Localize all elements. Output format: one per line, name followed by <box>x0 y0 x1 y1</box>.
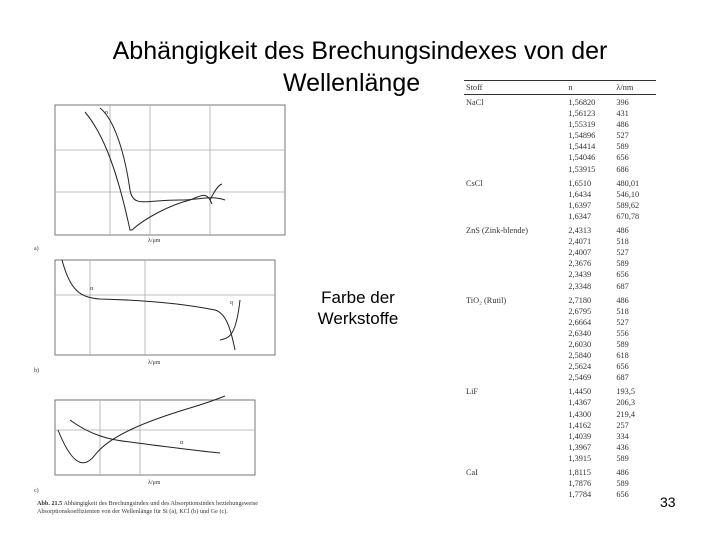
material-cell: TiO₂ (Rutil) <box>466 295 507 305</box>
table-row <box>464 153 656 164</box>
material-cell <box>464 259 566 270</box>
wavelength-cell: 556 <box>616 328 629 338</box>
material-cell <box>464 142 566 153</box>
table-row <box>464 340 656 351</box>
page-number: 33 <box>660 494 676 510</box>
panel-c-plot <box>55 396 255 475</box>
wavelength-cell: 206,3 <box>616 398 636 408</box>
wavelength-cell: 589 <box>616 259 629 269</box>
slide-title-line1: Abhängigkeit des Brechungsindexes von der <box>112 37 608 65</box>
n-cell: 2,4313 <box>568 226 592 236</box>
material-cell <box>464 282 566 293</box>
material-cell: LiF <box>466 387 478 397</box>
wavelength-cell: 687 <box>616 281 629 291</box>
material-cell: CsCl <box>466 178 483 188</box>
plots-svg <box>30 100 312 528</box>
n-cell: 2,3439 <box>568 270 592 280</box>
n-cell: 1,6510 <box>568 178 592 188</box>
table-row <box>464 479 656 490</box>
table-row <box>464 190 656 201</box>
wavelength-cell: 480,01 <box>616 178 640 188</box>
table-row <box>464 384 656 398</box>
wavelength-cell: 656 <box>616 270 629 280</box>
n-cell: 1,6434 <box>568 189 592 199</box>
wavelength-cell: 589 <box>616 453 629 463</box>
table-row <box>464 490 656 501</box>
caption-text: Abhängigkeit des Brechungsindex und des Absorptionsindex beziehungsweise Absorptionskoeffizienten von der Wellenlänge für Si (a), KCl (b) und Ge (c). <box>37 500 259 515</box>
material-cell <box>464 432 566 443</box>
wavelength-cell: 518 <box>616 306 629 316</box>
header-lambda: λ/nm <box>614 81 656 95</box>
material-cell <box>464 351 566 362</box>
n-cell: 2,5469 <box>568 373 592 383</box>
material-cell <box>464 398 566 409</box>
material-cell <box>464 421 566 432</box>
n-cell: 1,4367 <box>568 398 592 408</box>
material-cell <box>464 479 566 490</box>
n-cell: 2,4071 <box>568 237 592 247</box>
wavelength-cell: 589 <box>616 479 629 489</box>
table-row <box>464 176 656 190</box>
figure-caption <box>37 500 309 515</box>
panel-b-curve-label-alpha: α <box>90 286 94 292</box>
material-cell <box>464 212 566 223</box>
table-row <box>464 120 656 131</box>
table-row <box>464 248 656 259</box>
refractive-index-table-panel <box>460 80 660 532</box>
wavelength-cell: 486 <box>616 468 629 477</box>
n-cell: 1,4300 <box>568 409 592 419</box>
n-cell: 1,55319 <box>568 120 596 130</box>
n-cell: 1,56820 <box>568 98 596 107</box>
table-header-row <box>464 81 656 95</box>
table-row <box>464 201 656 212</box>
wavelength-cell: 656 <box>616 362 629 372</box>
wavelength-cell: 431 <box>616 109 629 119</box>
panel-a-x-label: λ/μm <box>148 238 161 244</box>
table-row <box>464 421 656 432</box>
n-cell: 2,6664 <box>568 317 592 327</box>
n-cell: 2,5624 <box>568 362 592 372</box>
n-cell: 1,53915 <box>568 164 596 174</box>
n-cell: 1,8115 <box>568 468 591 477</box>
material-cell <box>464 201 566 212</box>
n-cell: 1,6397 <box>568 200 592 210</box>
n-cell: 2,3348 <box>568 281 592 291</box>
wavelength-cell: 396 <box>616 98 629 107</box>
material-cell <box>464 373 566 384</box>
material-cell <box>464 454 566 465</box>
material-cell: ZnS (Zink-blende) <box>466 226 528 236</box>
table-row <box>464 465 656 479</box>
table-row <box>464 318 656 329</box>
material-cell <box>464 410 566 421</box>
material-cell <box>464 248 566 259</box>
table-row <box>464 109 656 120</box>
wavelength-cell: 334 <box>616 431 629 441</box>
refractive-index-table <box>464 80 656 501</box>
material-cell <box>464 307 566 318</box>
table-row <box>464 270 656 281</box>
material-cell <box>464 153 566 164</box>
panel-c-curve-label-alpha: α <box>180 440 184 446</box>
n-cell: 2,7180 <box>568 295 592 305</box>
panel-label-c: c) <box>34 488 39 494</box>
n-cell: 1,6347 <box>568 211 592 221</box>
wavelength-cell: 546,10 <box>616 189 640 199</box>
table-body <box>464 95 656 502</box>
panel-a-curve-label-n: n <box>105 110 108 116</box>
table-row <box>464 212 656 223</box>
material-cell: NaCl <box>466 98 484 107</box>
n-cell: 2,3676 <box>568 259 592 269</box>
wavelength-cell: 656 <box>616 153 629 163</box>
wavelength-cell: 527 <box>616 248 629 258</box>
wavelength-cell: 486 <box>616 295 629 305</box>
material-cell <box>464 329 566 340</box>
wavelength-cell: 687 <box>616 373 629 383</box>
n-cell: 1,3967 <box>568 442 592 452</box>
material-cell <box>464 318 566 329</box>
table-row <box>464 432 656 443</box>
material-cell <box>464 109 566 120</box>
table-row <box>464 373 656 384</box>
wavelength-cell: 589 <box>616 339 629 349</box>
material-cell <box>464 131 566 142</box>
n-cell: 1,7876 <box>568 479 592 489</box>
n-cell: 1,54046 <box>568 153 596 163</box>
n-cell: 2,6030 <box>568 339 592 349</box>
wavelength-cell: 686 <box>616 164 629 174</box>
overlay-text-line2: Werkstoffe <box>317 309 399 328</box>
n-cell: 1,4450 <box>568 387 592 397</box>
table-row <box>464 95 656 110</box>
wavelength-cell: 193,5 <box>616 387 636 397</box>
panel-b-plot <box>55 260 275 355</box>
table-row <box>464 259 656 270</box>
wavelength-cell: 618 <box>616 351 629 361</box>
material-cell: CaI <box>466 468 478 477</box>
n-cell: 1,3915 <box>568 453 592 463</box>
panel-a-plot <box>55 105 285 235</box>
material-cell <box>464 190 566 201</box>
material-cell <box>464 490 566 501</box>
wavelength-cell: 589,62 <box>616 200 640 210</box>
caption-title: Abb. 21.5 <box>37 500 63 507</box>
panel-b-x-label: λ/μm <box>148 360 161 366</box>
wavelength-cell: 219,4 <box>616 409 636 419</box>
panel-label-a: a) <box>34 246 39 252</box>
overlay-text-line1: Farbe der <box>321 288 395 307</box>
panel-c-x-label: λ/μm <box>148 480 161 486</box>
table-row <box>464 165 656 176</box>
table-row <box>464 443 656 454</box>
n-cell: 1,7784 <box>568 490 592 500</box>
panel-label-b: b) <box>34 368 39 374</box>
wavelength-cell: 589 <box>616 142 629 152</box>
wavelength-cell: 486 <box>616 226 629 236</box>
wavelength-cell: 436 <box>616 442 629 452</box>
wavelength-cell: 670,78 <box>616 211 640 221</box>
n-cell: 1,56123 <box>568 109 596 119</box>
material-cell <box>464 443 566 454</box>
wavelength-cell: 257 <box>616 420 629 430</box>
table-row <box>464 131 656 142</box>
material-cell <box>464 165 566 176</box>
overlay-text <box>308 287 408 329</box>
table-row <box>464 410 656 421</box>
n-cell: 2,5840 <box>568 351 592 361</box>
panel-b-curve-label-q: q <box>230 300 233 306</box>
material-cell <box>464 362 566 373</box>
wavelength-cell: 486 <box>616 120 629 130</box>
material-cell <box>464 237 566 248</box>
n-cell: 2,4007 <box>568 248 592 258</box>
wavelength-cell: 656 <box>616 490 629 500</box>
wavelength-cell: 527 <box>616 317 629 327</box>
table-row <box>464 293 656 307</box>
table-row <box>464 351 656 362</box>
refraction-plots-figure <box>30 100 312 528</box>
table-row <box>464 398 656 409</box>
material-cell <box>464 120 566 131</box>
header-stoff: Stoff <box>464 81 566 95</box>
wavelength-cell: 527 <box>616 131 629 141</box>
n-cell: 1,54414 <box>568 142 596 152</box>
material-cell <box>464 270 566 281</box>
n-cell: 1,54896 <box>568 131 596 141</box>
n-cell: 1,4039 <box>568 431 592 441</box>
n-cell: 2,6340 <box>568 328 592 338</box>
material-cell <box>464 340 566 351</box>
table-row <box>464 223 656 237</box>
table-row <box>464 362 656 373</box>
n-cell: 1,4162 <box>568 420 592 430</box>
table-row <box>464 307 656 318</box>
table-row <box>464 237 656 248</box>
slide-title-line2-text: Wellenlänge <box>283 69 421 97</box>
n-cell: 2,6795 <box>568 306 592 316</box>
table-row <box>464 142 656 153</box>
table-row <box>464 454 656 465</box>
table-row <box>464 329 656 340</box>
table-row <box>464 282 656 293</box>
header-n: n <box>566 81 614 95</box>
wavelength-cell: 518 <box>616 237 629 247</box>
